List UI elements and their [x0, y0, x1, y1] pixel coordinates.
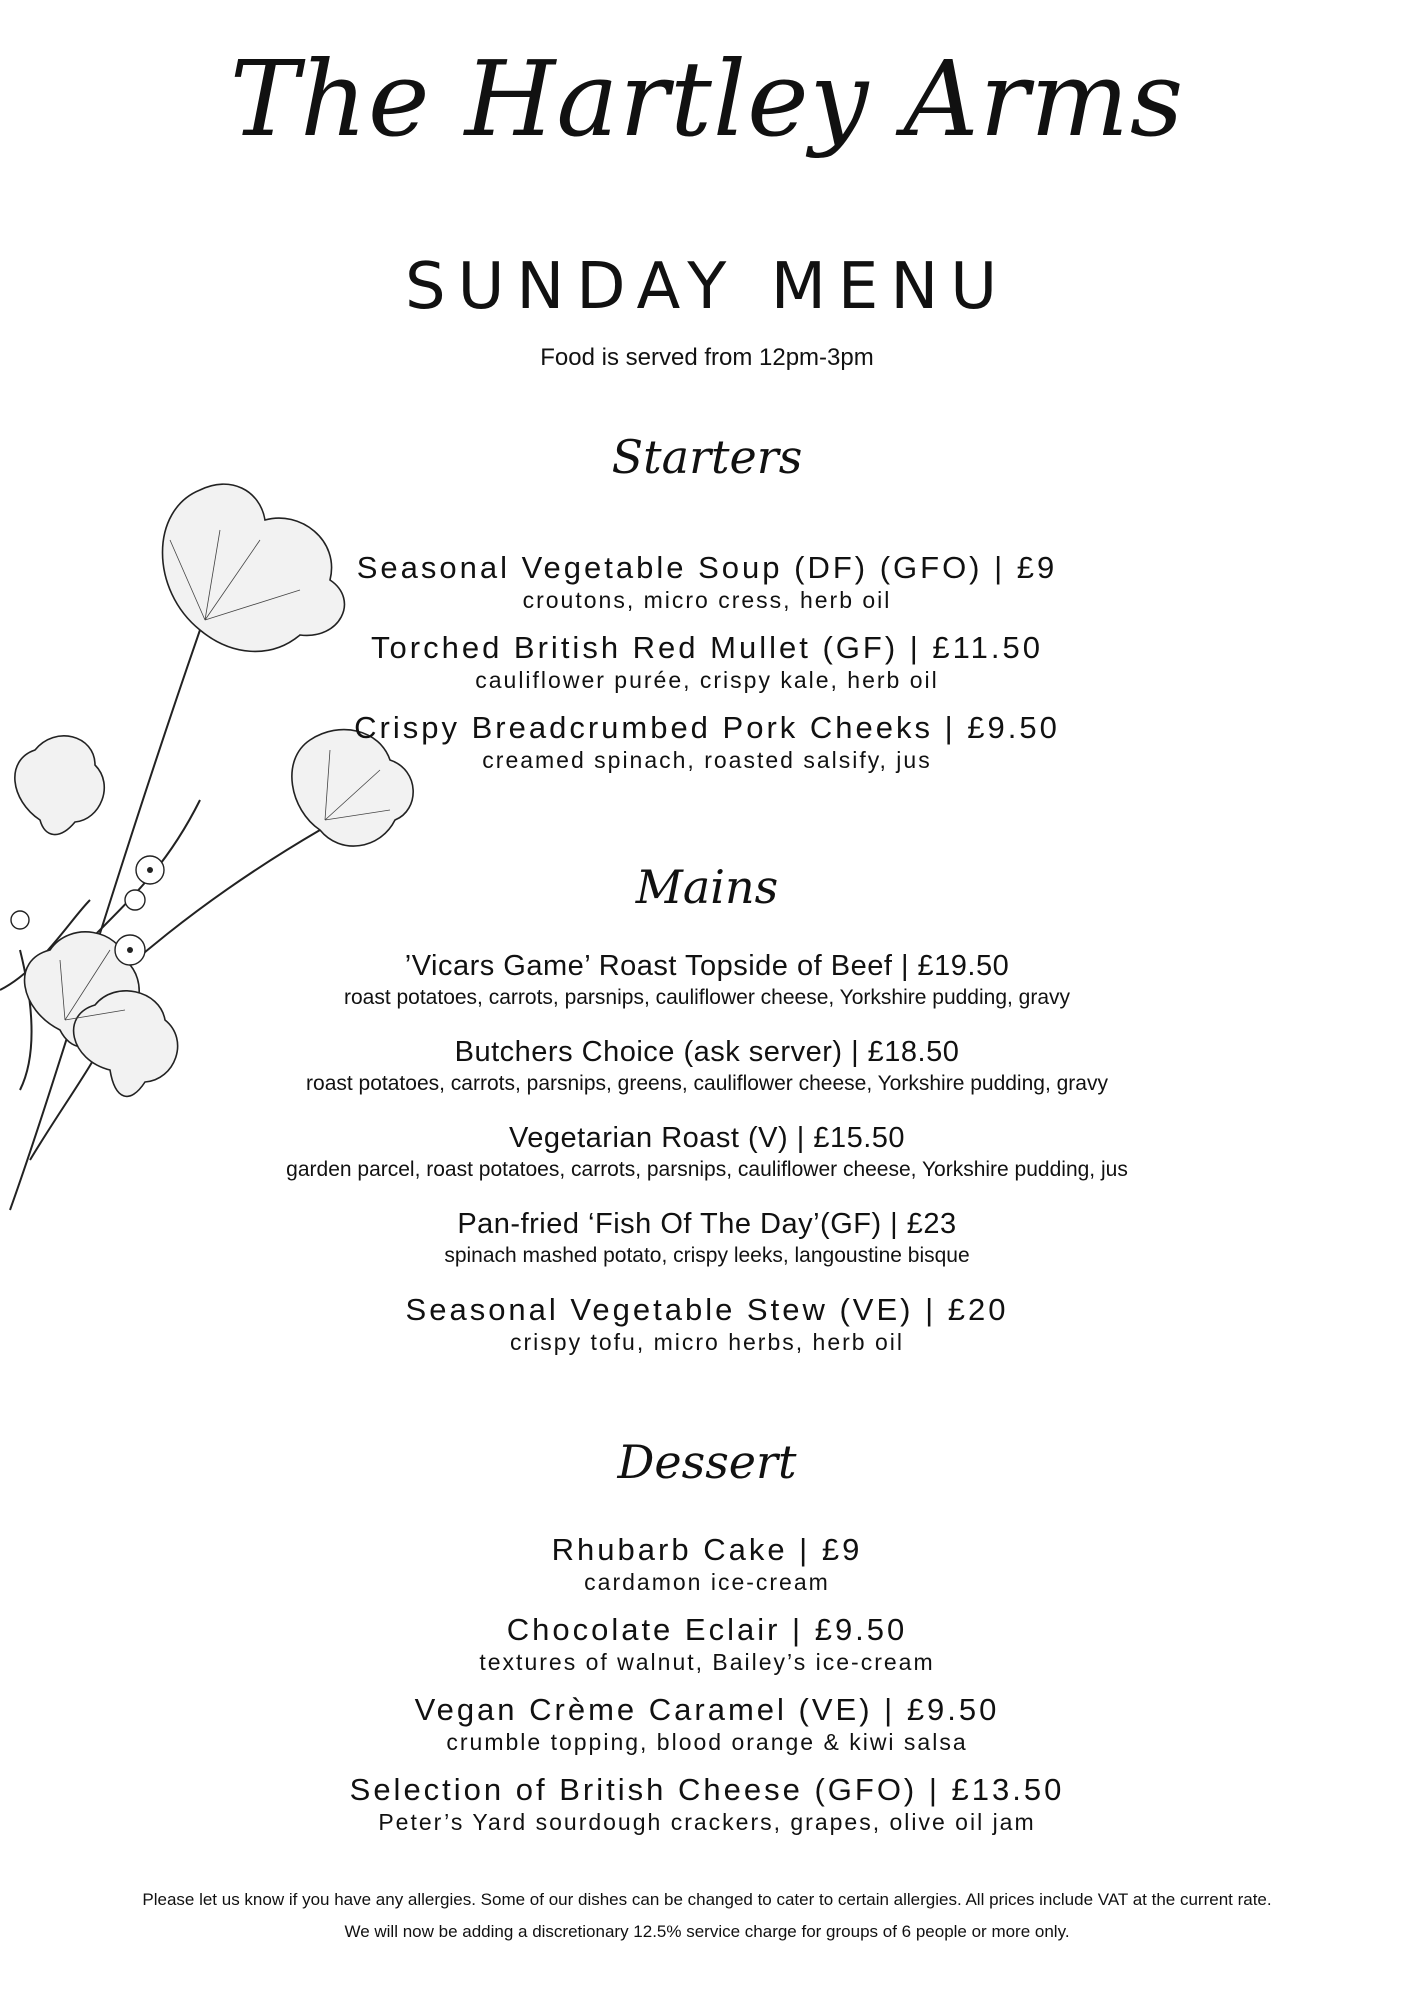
item-title: Seasonal Vegetable Stew (VE) | £20 [405, 1292, 1009, 1327]
item-title: Chocolate Eclair | £9.50 [506, 1612, 908, 1647]
menu-item [0, 1532, 1414, 1596]
item-description: garden parcel, roast potatoes, carrots, parsnips, cauliflower cheese, Yorkshire pudding, jus [286, 1158, 1128, 1181]
menu-item [0, 948, 1414, 1012]
menu-title: SUNDAY MENU [404, 250, 1010, 324]
allergy-note: Please let us know if you have any allergies. Some of our dishes can be changed to cater to certain allergies. All prices include VAT at the current rate. [142, 1890, 1272, 1909]
menu-item [0, 1772, 1414, 1836]
item-description: creamed spinach, roasted salsify, jus [482, 747, 932, 773]
item-title: ’Vicars Game’ Roast Topside of Beef | £19.50 [404, 950, 1010, 982]
section-heading-dessert: Dessert [617, 1435, 797, 1489]
item-title: Vegan Crème Caramel (VE) | £9.50 [414, 1692, 1000, 1727]
item-title: Seasonal Vegetable Soup (DF) (GFO) | £9 [356, 550, 1058, 585]
item-description: textures of walnut, Bailey’s ice-cream [479, 1649, 935, 1675]
menu-item [0, 710, 1414, 774]
item-description: roast potatoes, carrots, parsnips, greens, cauliflower cheese, Yorkshire pudding, gravy [306, 1072, 1108, 1095]
item-description: croutons, micro cress, herb oil [522, 587, 892, 613]
menu-item [0, 630, 1414, 694]
item-title: Torched British Red Mullet (GF) | £11.50 [371, 630, 1043, 665]
item-description: Peter’s Yard sourdough crackers, grapes, olive oil jam [378, 1809, 1036, 1835]
item-description: cauliflower purée, crispy kale, herb oil [475, 667, 939, 693]
item-description: roast potatoes, carrots, parsnips, cauliflower cheese, Yorkshire pudding, gravy [343, 986, 1071, 1009]
service-time: Food is served from 12pm-3pm [540, 344, 874, 371]
menu-item [0, 1120, 1414, 1184]
section-heading-starters: Starters [611, 430, 803, 484]
item-description: cardamon ice-cream [584, 1569, 830, 1595]
menu-item [0, 1692, 1414, 1756]
item-title: Butchers Choice (ask server) | £18.50 [454, 1036, 960, 1068]
item-title: Pan-fried ‘Fish Of The Day’(GF) | £23 [457, 1208, 957, 1240]
section-heading-mains: Mains [635, 860, 779, 914]
menu-item [0, 1206, 1414, 1270]
item-title: Crispy Breadcrumbed Pork Cheeks | £9.50 [354, 710, 1060, 745]
footer-note [0, 1884, 1414, 1948]
item-description: spinach mashed potato, crispy leeks, langoustine bisque [444, 1244, 970, 1267]
item-title: Selection of British Cheese (GFO) | £13.50 [349, 1772, 1065, 1807]
menu-item [0, 550, 1414, 614]
restaurant-name: The Hartley Arms [229, 38, 1185, 160]
item-description: crispy tofu, micro herbs, herb oil [510, 1329, 904, 1355]
item-description: crumble topping, blood orange & kiwi salsa [446, 1729, 968, 1755]
menu-item [0, 1034, 1414, 1098]
menu-item [0, 1292, 1414, 1356]
item-title: Vegetarian Roast (V) | £15.50 [508, 1122, 906, 1154]
service-charge-note: We will now be adding a discretionary 12.5% service charge for groups of 6 people or more only. [344, 1922, 1070, 1941]
item-title: Rhubarb Cake | £9 [551, 1532, 863, 1567]
menu-item [0, 1612, 1414, 1676]
